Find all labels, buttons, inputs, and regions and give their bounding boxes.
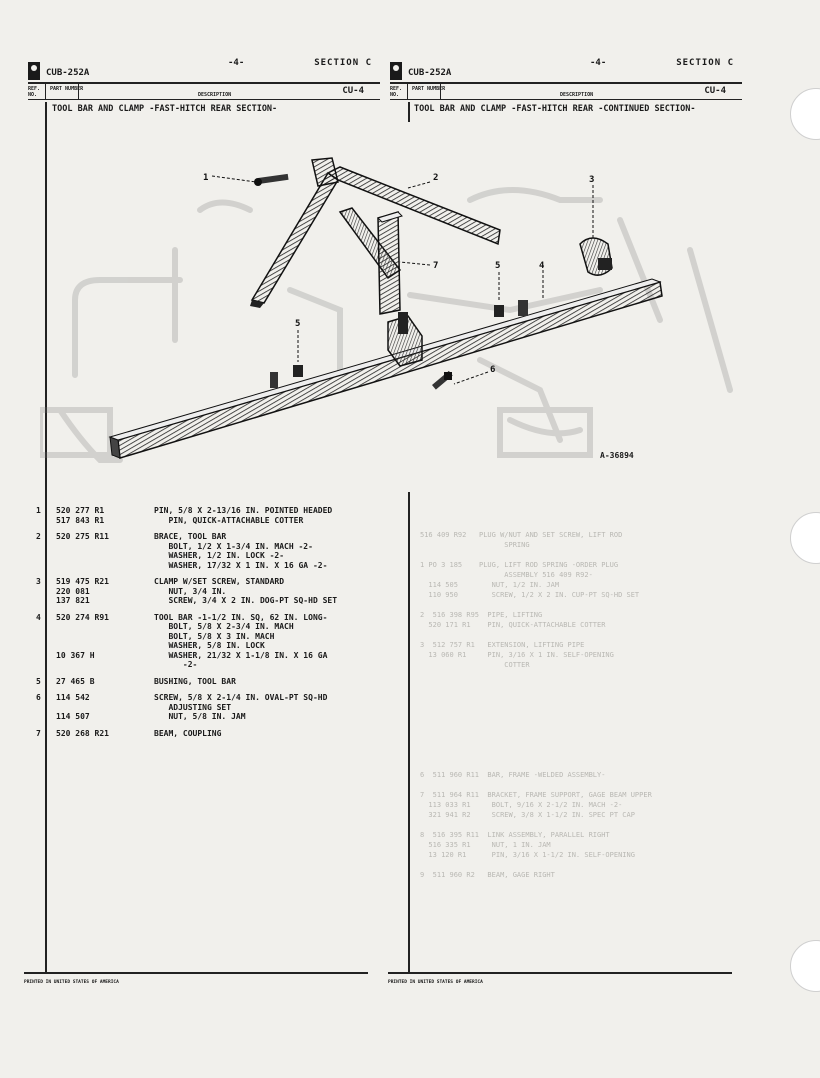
callout-1: 1 bbox=[203, 173, 209, 183]
bushing-right bbox=[494, 305, 504, 317]
bushing-left bbox=[293, 365, 303, 377]
col-part: PART NUMBER bbox=[50, 86, 84, 92]
left-header bbox=[28, 52, 380, 102]
cu-code: CU-4 bbox=[342, 86, 364, 96]
part-group-7: 7 520 268 R21 BEAM, COUPLING bbox=[36, 728, 222, 738]
callout-4: 4 bbox=[539, 261, 545, 271]
col-ref: REF. NO. bbox=[28, 86, 41, 98]
clamp-with-set-screw bbox=[580, 238, 612, 275]
binder-hole-middle bbox=[790, 512, 820, 564]
ih-logo-icon bbox=[28, 62, 40, 80]
figure-reference: A-36894 bbox=[600, 451, 634, 460]
model-number: CUB-252A bbox=[408, 68, 452, 78]
cu-code: CU-4 bbox=[704, 86, 726, 96]
mid-frame bbox=[408, 492, 410, 972]
pointed-headed-pin bbox=[254, 174, 289, 186]
section-label: SECTION C bbox=[314, 58, 372, 68]
bolt-left bbox=[270, 372, 278, 388]
adjusting-set-screw bbox=[432, 371, 453, 390]
bottom-rule-right bbox=[388, 972, 732, 974]
part-group-2: 2 520 275 R11 BRACE, TOOL BAR BOLT, 1/2 X 1-3/4 IN. MACH -2- WASHER, 1/2 IN. LOCK -2- WASHER, 17/32 X 1 IN. X 16 GA -2- bbox=[36, 532, 328, 570]
part-group-6: 6 114 542 SCREW, 5/8 X 2-1/4 IN. OVAL-PT SQ-HD ADJUSTING SET 114 507 NUT, 5/8 IN. JAM bbox=[36, 693, 328, 721]
exploded-view-illustration bbox=[40, 140, 760, 490]
callout-5a: 5 bbox=[495, 261, 501, 271]
binder-hole-bottom bbox=[790, 940, 820, 992]
page-number: -4- bbox=[228, 58, 245, 68]
mid-frame-top bbox=[408, 102, 410, 122]
col-part: PART NUMBER bbox=[412, 86, 446, 92]
parts-list bbox=[36, 506, 376, 745]
callout-3: 3 bbox=[589, 175, 595, 185]
section-label: SECTION C bbox=[676, 58, 734, 68]
left-title: TOOL BAR AND CLAMP -FAST-HITCH REAR SECTION- bbox=[52, 104, 278, 114]
right-header bbox=[390, 52, 742, 102]
callout-6: 6 bbox=[490, 365, 496, 375]
col-ref: REF. NO. bbox=[390, 86, 403, 98]
ih-logo-icon bbox=[390, 62, 402, 80]
coupling-beam bbox=[340, 208, 402, 314]
part-group-4: 4 520 274 R91 TOOL BAR -1-1/2 IN. SQ, 62 IN. LONG- BOLT, 5/8 X 2-3/4 IN. MACH BOLT, 5/8 X 3 IN. MACH WASHER, 5/8 IN. LOCK 10 367 H WASHER, 21/32 X 1-1/8 IN. X 16 GA -2- bbox=[36, 612, 328, 669]
binder-hole-top bbox=[790, 88, 820, 140]
right-title: TOOL BAR AND CLAMP -FAST-HITCH REAR -CONTINUED SECTION- bbox=[414, 104, 696, 114]
column-header bbox=[28, 82, 380, 100]
parts-catalog-page: CUB-252A -4- SECTION C REF. NO. PART NUMBER DESCRIPTION CU-4 CUB-252A -4- SECTION C REF. NO. PART NUMBER DESCRIPTION CU-4 TOOL BAR AND CLAMP -FAST-HITCH REAR SECTION- TOOL BAR AND CLAMP -FAST-HITCH REAR -CONTINUED SECTION- 516 409 R92 PLUG W/NUT AND SET SCREW, LIFT ROD SPRING 1 PO 3 185 PLUG, LIFT ROD SPRING -ORDER PLUG ASSEMBLY 516 409 R92- 114 505 NUT, 1/2 IN. JAM 110 950 SCREW, 1/2 X 2 IN. CUP-PT SQ-HD SET 2 516 398 R95 PIPE, LIFTING 520 171 R1 PIN, QUICK-ATTACHABLE COTTER 3 512 757 R1 EXTENSION, LIFTING PIPE 13 060 R1 PIN, 3/16 X 1 IN. SELF-OPENING COTTER 6 511 960 R11 BAR, FRAME -WELDED ASSEMBLY- 7 511 964 R11 BRACKET, FRAME SUPPORT, GAGE BEAM UPPER 113 033 R1 BOLT, 9/16 X 2-1/2 IN. MACH -2- 321 941 R2 SCREW, 3/8 X 1-1/2 IN. SPEC PT CAP 8 516 395 R11 LINK ASSEMBLY, PARALLEL RIGHT 516 335 R1 NUT, 1 IN. JAM 13 120 R1 PIN, 3/16 X 1-1/2 IN. SELF-OPENING 9 511 960 R2 BEAM, GAGE RIGHT 1 2 3 4 5 5 6 7 A-36894 1 520 277 R1 PIN, 5/8 X 2-13/16 IN. POINTED HEADED 517 843 R1 PIN, QUICK-ATTACHABLE COTTER 2 520 275 R11 BRACE, TOOL BAR BOLT, 1/2 X 1-3/4 IN. MACH -2- WASHER, 1/2 IN. LOCK -2- WASHER, 17/32 X 1 IN. X 16 GA -2- 3 519 475 R21 CLAMP W/SET SCREW, STANDARD 220 081 NUT, 3/4 IN. 137 821 SCREW, 3/4 X 2 IN. DOG-PT SQ-HD SET 4 520 274 R91 TOOL BAR -1-1/2 IN. SQ, 62 IN. LONG- BOLT, 5/8 X 2-3/4 IN. MACH BOLT, 5/8 X 3 IN. MACH WASHER, 5/8 IN. LOCK 10 367 H WASHER, 21/32 X 1-1/8 IN. X 16 GA -2- 5 27 465 B BUSHING, TOOL BAR 6 114 542 SCREW, 5/8 X 2-1/4 IN. OVAL-PT SQ-HD ADJUSTING SET 114 507 NUT, 5/8 IN. JAM 7 520 268 R21 BEAM, COUPLING PRINTED IN UNITED STATES OF AMERICA PRINTED IN UNITED STATES OF AMERICA bbox=[0, 0, 820, 1078]
printed-in-usa-right: PRINTED IN UNITED STATES OF AMERICA bbox=[388, 980, 483, 985]
col-desc: DESCRIPTION bbox=[198, 92, 232, 98]
part-group-3: 3 519 475 R21 CLAMP W/SET SCREW, STANDARD 220 081 NUT, 3/4 IN. 137 821 SCREW, 3/4 X 2 IN. DOG-PT SQ-HD SET bbox=[36, 577, 338, 605]
callout-2: 2 bbox=[433, 173, 439, 183]
center-clamp bbox=[388, 312, 422, 366]
tool-bar-brace bbox=[250, 158, 500, 308]
bolt-right bbox=[518, 300, 528, 316]
printed-in-usa-left: PRINTED IN UNITED STATES OF AMERICA bbox=[24, 980, 119, 985]
part-group-1: 1 520 277 R1 PIN, 5/8 X 2-13/16 IN. POINTED HEADED 517 843 R1 PIN, QUICK-ATTACHABLE COTTER bbox=[36, 506, 333, 525]
model-number: CUB-252A bbox=[46, 68, 90, 78]
col-desc: DESCRIPTION bbox=[560, 92, 594, 98]
page-number: -4- bbox=[590, 58, 607, 68]
callout-7: 7 bbox=[433, 261, 439, 271]
callout-5b: 5 bbox=[295, 319, 301, 329]
part-group-5: 5 27 465 B BUSHING, TOOL BAR bbox=[36, 676, 236, 686]
column-header bbox=[390, 82, 742, 100]
bottom-rule-left bbox=[24, 972, 368, 974]
